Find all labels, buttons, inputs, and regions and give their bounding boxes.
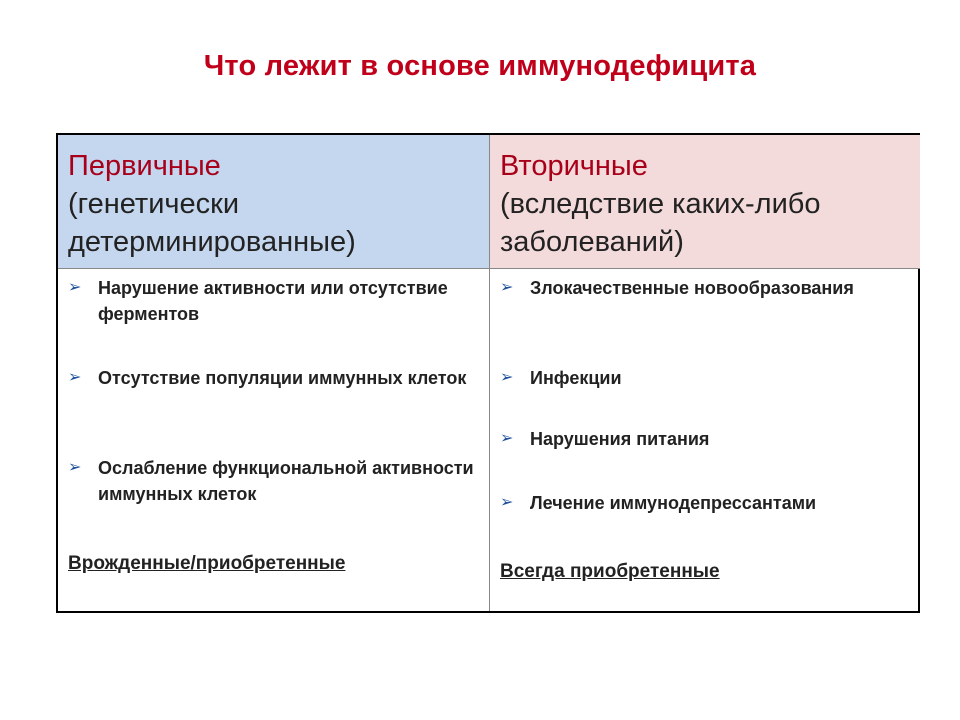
arrow-bullet-icon: ➢: [500, 430, 514, 447]
header-secondary: [490, 135, 920, 269]
list-item-text: Инфекции: [530, 368, 622, 388]
header-primary-subtitle: (генетически детерминированные): [68, 188, 356, 258]
list-item: [500, 426, 914, 452]
secondary-causes-cell: [490, 269, 920, 611]
secondary-origin-note: Всегда приобретенные: [500, 561, 720, 582]
header-primary: [58, 135, 490, 269]
primary-causes-cell: [58, 269, 490, 611]
primary-origin-note: Врожденные/приобретенные: [68, 553, 346, 574]
arrow-bullet-icon: ➢: [68, 279, 82, 296]
arrow-bullet-icon: ➢: [500, 369, 514, 386]
list-item: [500, 490, 914, 516]
arrow-bullet-icon: ➢: [68, 369, 82, 386]
list-item: [500, 365, 914, 391]
list-item: [68, 275, 483, 327]
arrow-bullet-icon: ➢: [500, 279, 514, 296]
list-item-text: Лечение иммунодепрессантами: [530, 493, 817, 513]
list-item-text: Злокачественные новообразования: [530, 278, 854, 298]
header-secondary-name: Вторичные: [500, 150, 648, 182]
list-item-text: Ослабление функциональной активности иммунных клеток: [98, 458, 474, 504]
header-secondary-subtitle: (вследствие каких-либо заболеваний): [500, 188, 821, 258]
list-item-text: Отсутствие популяции иммунных клеток: [98, 368, 467, 388]
slide-title: Что лежит в основе иммунодефицита: [203, 50, 757, 82]
list-item: [500, 275, 914, 301]
list-item-text: Нарушение активности или отсутствие ферментов: [98, 278, 448, 324]
list-item-text: Нарушения питания: [530, 429, 710, 449]
list-item: [68, 365, 483, 391]
arrow-bullet-icon: ➢: [500, 494, 514, 511]
header-primary-name: Первичные: [68, 150, 221, 182]
comparison-table: [56, 133, 920, 613]
list-item: [68, 455, 483, 507]
arrow-bullet-icon: ➢: [68, 459, 82, 476]
